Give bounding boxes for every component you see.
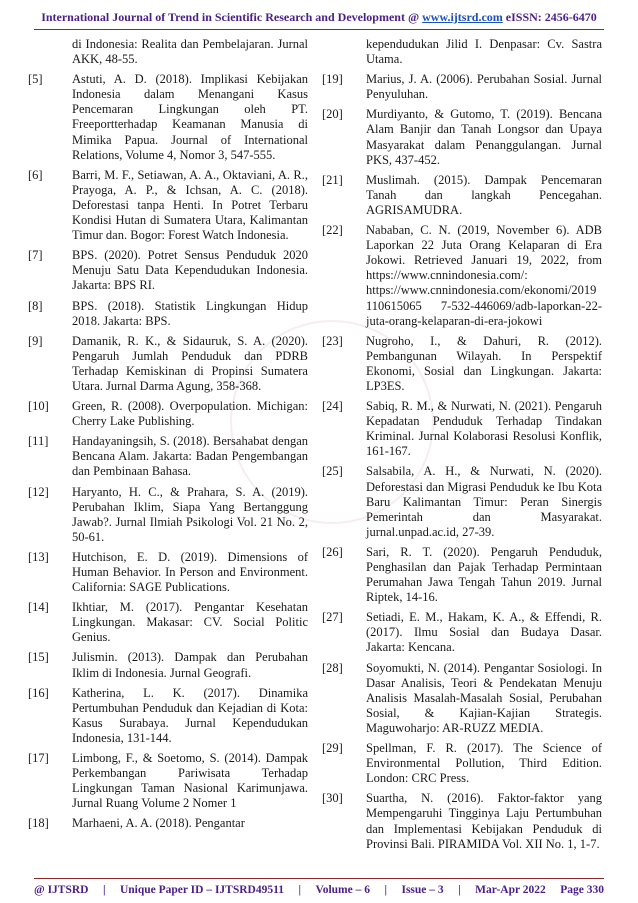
- reference-number: [13]: [28, 549, 49, 564]
- reference-item: [28, 334, 308, 394]
- reference-text: Setiadi, E. M., Hakam, K. A., & Effendi, R. (2017). Ilmu Sosial dan Budaya Dasar. Jakarta: Kencana.: [366, 610, 602, 655]
- reference-text: Handayaningsih, S. (2018). Bersahabat dengan Bencana Alam. Jakarta: Badan Pengembangan dan Pembinaan Bahasa.: [72, 434, 308, 479]
- references-left-column: [28, 37, 308, 837]
- reference-number: [19]: [322, 72, 343, 87]
- reference-item: [28, 600, 308, 645]
- reference-text: Haryanto, H. C., & Prahara, S. A. (2019). Perubahan Iklim, Siapa Yang Bertanggung Jawab?. Jurnal Ilmiah Psikologi Vol. 21 No. 2, 50-61.: [72, 484, 308, 544]
- reference-text: Green, R. (2008). Overpopulation. Michigan: Cherry Lake Publishing.: [72, 399, 308, 429]
- reference-item: [28, 72, 308, 163]
- reference-number: [11]: [28, 434, 49, 449]
- reference-text: Hutchison, E. D. (2019). Dimensions of Human Behavior. In Person and Environment. California: SAGE Publications.: [72, 549, 308, 595]
- reference-number: [26]: [322, 544, 343, 559]
- page-footer: [34, 884, 604, 896]
- reference-item: [28, 299, 308, 329]
- footer-separator: |: [458, 884, 461, 896]
- reference-item: [28, 485, 308, 545]
- footer-issue: Issue – 3: [401, 884, 444, 896]
- reference-item: [28, 399, 308, 429]
- reference-text: Nugroho, I., & Dahuri, R. (2012). Pembangunan Wilayah. In Perspektif Ekonomi, Sosial dan Lingkungan. Jakarta: LP3ES.: [366, 333, 602, 393]
- reference-item: [28, 168, 308, 243]
- reference-text: Ikhtiar, M. (2017). Pengantar Kesehatan Lingkungan. Makasar: CV. Social Politic Genius.: [72, 600, 308, 645]
- reference-item: [28, 816, 308, 831]
- reference-text: BPS. (2018). Statistik Lingkungan Hidup 2018. Jakarta: BPS.: [72, 298, 308, 328]
- footer-volume: Volume – 6: [315, 884, 370, 896]
- reference-number: [8]: [28, 298, 43, 313]
- reference-number: [15]: [28, 650, 49, 665]
- journal-url-link[interactable]: www.ijtsrd.com: [422, 10, 503, 24]
- footer-separator: |: [298, 884, 301, 896]
- reference-item: [322, 334, 602, 394]
- reference-text: Limbong, F., & Soetomo, S. (2014). Dampak Perkembangan Pariwisata Terhadap Lingkungan Taman Nasional Karimunjawa. Jurnal Ruang Volume 2 Nomer 1: [72, 751, 308, 811]
- reference-number: [16]: [28, 685, 49, 700]
- reference-text: kependudukan Jilid I. Denpasar: Cv. Sastra Utama.: [366, 37, 602, 67]
- reference-number: [18]: [28, 816, 49, 831]
- footer-separator: |: [102, 884, 106, 896]
- reference-item: [28, 37, 308, 67]
- reference-item: [28, 686, 308, 746]
- reference-text: Marhaeni, A. A. (2018). Pengantar: [72, 816, 245, 831]
- footer-paper-id: Unique Paper ID – IJTSRD49511: [119, 884, 284, 896]
- reference-number: [12]: [28, 484, 49, 499]
- reference-text: Sabiq, R. M., & Nurwati, N. (2021). Pengaruh Kepadatan Penduduk Terhadap Tindakan Kriminal. Jurnal Kolaborasi Resolusi Konflik, 161-167.: [366, 399, 602, 459]
- reference-number: [29]: [322, 741, 343, 756]
- reference-item: [322, 610, 602, 655]
- reference-number: [28, 37, 72, 67]
- reference-text: Julismin. (2013). Dampak dan Perubahan Iklim di Indonesia. Jurnal Geografi.: [72, 650, 308, 680]
- journal-name: International Journal of Trend in Scientific Research and Development @: [41, 10, 423, 24]
- reference-item: [322, 37, 602, 67]
- reference-item: [322, 72, 602, 102]
- footer-separator: |: [384, 884, 388, 896]
- issn: eISSN: 2456-6470: [502, 10, 597, 24]
- reference-item: [322, 661, 602, 736]
- reference-number: [20]: [322, 107, 343, 122]
- reference-number: [30]: [322, 791, 343, 806]
- reference-number: [24]: [322, 399, 343, 414]
- reference-number: [6]: [28, 167, 43, 182]
- reference-text: Suartha, N. (2016). Faktor-faktor yang Mempengaruhi Tingginya Laju Pertumbuhan dan Implementasi Kebijakan Penduduk di Provinsi Bali. PIRAMIDA Vol. XII No. 1, 1-7.: [366, 791, 602, 851]
- reference-text: Katherina, L. K. (2017). Dinamika Pertumbuhan Penduduk dan Kejadian di Kota: Kasus Surabaya. Jurnal Kependudukan Indonesia, 131-144.: [72, 685, 308, 745]
- header-divider: [34, 29, 604, 30]
- reference-number: [10]: [28, 399, 49, 414]
- reference-text: Marius, J. A. (2006). Perubahan Sosial. Jurnal Penyuluhan.: [366, 72, 602, 102]
- reference-text: BPS. (2020). Potret Sensus Penduduk 2020 Menuju Satu Data Kependudukan Indonesia. Jakarta: BPS RI.: [72, 248, 308, 293]
- footer-org: @ IJTSRD: [34, 884, 89, 896]
- reference-text: Soyomukti, N. (2014). Pengantar Sosiologi. In Dasar Analisis, Teori & Pendekatan Menuju Analisis Masalah-Masalah Sosial, Perubahan Sosial, & Kajian-Kajian Strategis. Maguwoharjo: AR-RUZZ MEDIA.: [366, 660, 602, 735]
- reference-item: [322, 107, 602, 167]
- reference-number: [9]: [28, 333, 43, 348]
- reference-number: [23]: [322, 333, 343, 348]
- reference-number: [17]: [28, 751, 49, 766]
- reference-number: [14]: [28, 600, 49, 615]
- reference-number: [28]: [322, 660, 343, 675]
- reference-text: Astuti, A. D. (2018). Implikasi Kebijakan Indonesia dalam Menangani Kasus Pencemaran Lingkungan oleh PT. Freeportterhadap Keamanan Manusia di Mimika Papua. Journal of International Relations, Volume 4, Nomor 3, 547-555.: [72, 72, 308, 162]
- reference-number: [25]: [322, 464, 343, 479]
- reference-text: Nababan, C. N. (2019, November 6). ADB Laporkan 22 Juta Orang Kelaparan di Era Jokowi. Retrieved Januari 19, 2022, from https://www.cnnindonesia.com/: https://www.cnnindonesia.com/ekonomi/2019110615065 7-532-446069/adb-laporkan-22-juta-orang-kelaparan-di-era-jokowi: [366, 223, 602, 328]
- reference-text: Murdiyanto, & Gutomo, T. (2019). Bencana Alam Banjir dan Tanah Longsor dan Upaya Masyarakat dalam Penanggulangan. Jurnal PKS, 437-452.: [366, 107, 602, 167]
- reference-text: Muslimah. (2015). Dampak Pencemaran Tanah dan langkah Pencegahan. AGRISAMUDRA.: [366, 172, 602, 217]
- reference-text: Spellman, F. R. (2017). The Science of Environmental Pollution, Third Edition. London: CRC Press.: [366, 741, 602, 786]
- reference-item: [28, 434, 308, 479]
- page-header: [0, 10, 638, 25]
- reference-number: [21]: [322, 172, 343, 187]
- footer-page-number: Page 330: [560, 884, 604, 896]
- references-right-column: [322, 37, 602, 857]
- reference-number: [5]: [28, 72, 43, 87]
- reference-number: [322, 37, 366, 67]
- reference-text: Damanik, R. K., & Sidauruk, S. A. (2020). Pengaruh Jumlah Penduduk dan PDRB Terhadap Kemiskinan di Propinsi Sumatera Utara. Jurnal Darma Agung, 358-368.: [72, 333, 308, 393]
- reference-item: [322, 464, 602, 539]
- reference-item: [322, 223, 602, 329]
- footer-divider: [34, 878, 604, 879]
- reference-item: [28, 751, 308, 811]
- reference-item: [28, 650, 308, 680]
- footer-date: Mar-Apr 2022: [475, 884, 546, 896]
- reference-item: [28, 550, 308, 595]
- reference-item: [322, 791, 602, 851]
- reference-text: Salsabila, A. H., & Nurwati, N. (2020). Deforestasi dan Migrasi Penduduk ke Ibu Kota Baru Kalimantan Timur: Peran Sinergis Pemerintah dan Masyarakat. jurnal.unpad.ac.id, 27-39.: [366, 464, 602, 539]
- reference-item: [28, 248, 308, 293]
- reference-number: [7]: [28, 248, 43, 263]
- reference-text: Barri, M. F., Setiawan, A. A., Oktaviani, A. R., Prayoga, A. P., & Ichsan, A. C. (2018). Deforestasi tanpa Henti. In Potret Terbaru Kondisi Hutan di Sumatera Utara, Kalimantan Timur dan. Bogor: Forest Watch Indonesia.: [72, 167, 308, 243]
- reference-item: [322, 741, 602, 786]
- reference-item: [322, 399, 602, 459]
- reference-item: [322, 173, 602, 218]
- reference-number: [27]: [322, 610, 343, 625]
- reference-text: Sari, R. T. (2020). Pengaruh Penduduk, Penghasilan dan Pajak Terhadap Permintaan Perumahan Jawa Tengah Tahun 2019. Jurnal Riptek, 14-16.: [366, 544, 602, 605]
- reference-text: di Indonesia: Realita dan Pembelajaran. Jurnal AKK, 48-55.: [72, 37, 308, 67]
- reference-number: [22]: [322, 223, 343, 238]
- reference-item: [322, 545, 602, 605]
